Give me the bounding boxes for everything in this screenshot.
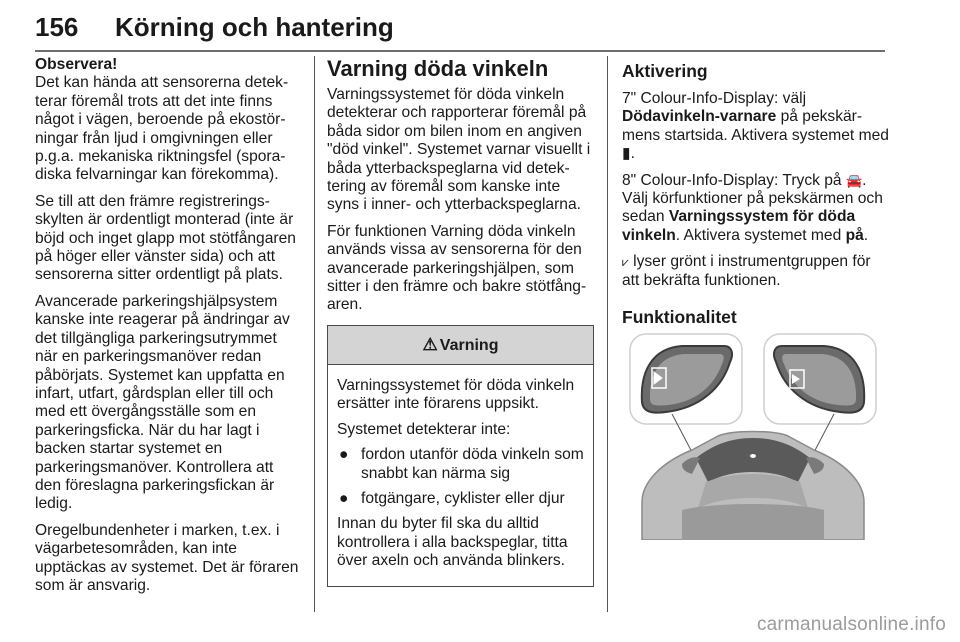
left-mirror-image	[630, 334, 742, 424]
car-settings-icon: 🚘	[845, 172, 863, 188]
paragraph: För funktionen Varning döda vinkeln används vissa av sensorerna för den avancerade parkeringshjälpen, som sitter i den främre och bakre stötfångaren.	[327, 222, 587, 314]
paragraph: Avancerade parkeringshjälpsystem kanske inte reagerar på ändringar av det tillgängliga parkeringsutrymmet när en parkeringsmanöver redan påbörjats. Systemet kan uppfatta en infart, utfart, gårdsplan eller till och med ett övergångsställe som en parkeringsficka. När du har lagt i backen startar systemet en parkeringsmanöver. Kontrollera att den föreslagna parkeringsfickan är ledig.	[35, 292, 290, 513]
car-image	[642, 432, 864, 541]
page-number: 156	[35, 12, 79, 42]
warning-text: Varningssystemet för döda vinkeln ersätter inte förarens uppsikt.	[337, 376, 575, 413]
bullet-icon: ●	[339, 446, 349, 464]
warning-icon: ⚠	[422, 334, 438, 354]
list-item	[337, 446, 584, 483]
paragraph: 8" Colour-Info-Display: Tryck på 🚘. Välj körfunktioner på pekskärmen och sedan Varningssystem för döda vinkeln. Aktivera systemet med på.	[622, 171, 883, 244]
paragraph: Oregelbundenheter i marken, t.ex. i vägarbetesområden, kan inte upptäckas av systemet. Det är föraren som är ansvarig.	[35, 521, 299, 594]
list-item-text: fordon utanför döda vinkeln som snabbt kan närma sig	[361, 446, 584, 482]
warning-box	[327, 325, 594, 587]
right-mirror-image	[764, 334, 876, 424]
blind-spot-illustration	[622, 332, 884, 540]
watermark: carmanualsonline.info	[756, 614, 946, 635]
note-text: Det kan hända att sensorerna detekterar föremål trots att det inte finns något i vägen, beroende på ekostörningar från ljud i omgivningen eller p.g.a. mekaniska riktningsfel (sporadiska felvarningar kan förekomma).	[35, 74, 289, 184]
paragraph: Se till att den främre registreringsskylten är ordentligt monterad (inte är böjd och inget glapp mot stötfångaren på höger eller vänster sida) och att sensorerna sitter ordentligt på plats.	[35, 192, 296, 284]
header-rule	[35, 50, 885, 52]
warning-header	[328, 326, 593, 365]
list-item	[337, 490, 584, 508]
page-header	[35, 6, 885, 46]
column-right	[622, 56, 890, 336]
column-divider-2	[607, 56, 608, 612]
section-heading: Varning döda vinkeln	[327, 56, 549, 81]
warning-text: Systemet detekterar inte:	[337, 420, 511, 438]
blind-spot-indicator-icon: ⩗	[622, 255, 629, 270]
warning-title: Varning	[439, 336, 499, 354]
paragraph: 7" Colour-Info-Display: välj Dödavinkeln-varnare på pekskärmens startsida. Aktivera systemet med ▮.	[622, 90, 889, 163]
paragraph: ⩗ lyser grönt i instrumentgruppen för att bekräfta funktionen.	[622, 253, 871, 289]
note-title: Observera!	[35, 56, 118, 73]
bullet-icon: ●	[339, 489, 349, 507]
column-left	[35, 56, 303, 603]
warning-text: Innan du byter fil ska du alltid kontrollera i alla backspeglar, titta över axeln och använda blinkers.	[337, 515, 568, 570]
paragraph: Varningssystemet för döda vinkeln detekterar och rapporterar föremål på båda sidor om bilen inom en angiven "död vinkel". Systemet varnar visuellt i båda ytterbackspeglarna vid detektering av föremål som kanske inte syns i inner- och ytterbackspeglarna.	[327, 86, 591, 214]
section-heading: Aktivering	[622, 61, 708, 81]
column-middle	[327, 56, 594, 587]
system-toggle-icon: ▮	[622, 145, 631, 163]
section-title: Körning och hantering	[115, 12, 394, 42]
column-divider-1	[314, 56, 315, 612]
section-heading: Funktionalitet	[622, 307, 737, 328]
list-item-text: fotgängare, cyklister eller djur	[361, 489, 565, 507]
warning-body	[328, 365, 593, 586]
